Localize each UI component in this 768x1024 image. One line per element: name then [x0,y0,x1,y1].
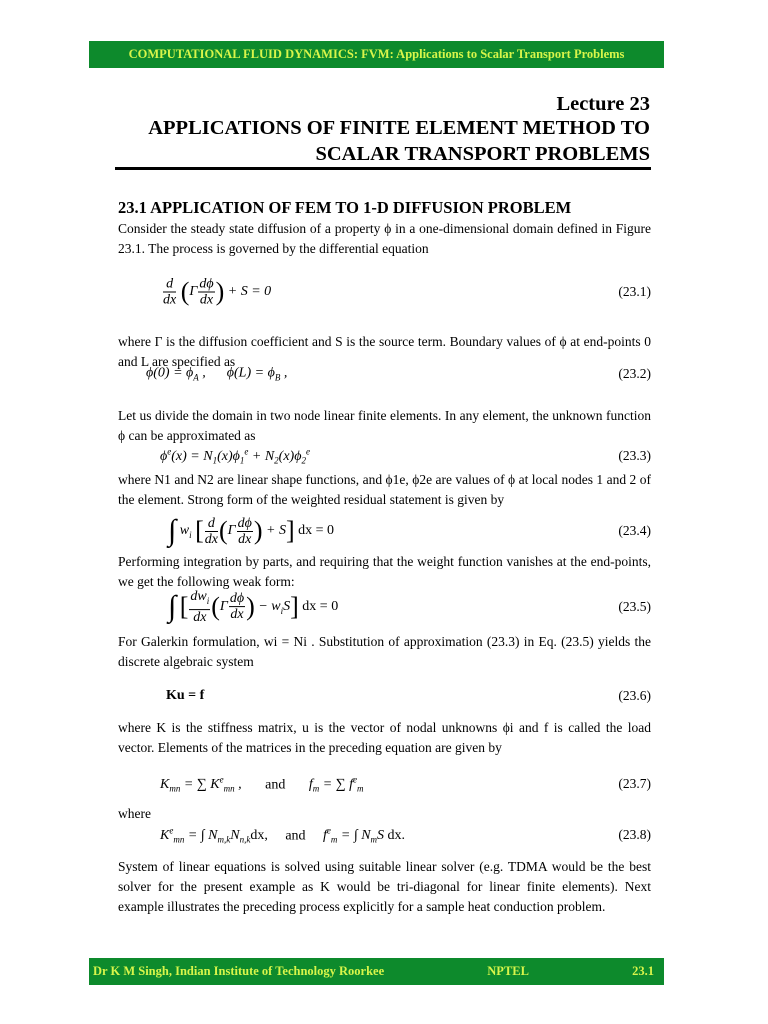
equation-23-5: ∫ [ $\frac{dw_i}{dx}$ (Γ $\frac{d\phi}{dx}$ ) − $w_iS$] dx = 0 (23.5) [168,589,651,625]
paragraph-5: Performing integration by parts, and requiring that the weight function vanishes at the end-points, we get the following weak form: [118,554,651,589]
equation-number: (23.8) [618,827,651,842]
equation-number: (23.6) [618,688,651,703]
equation-23-3: $\phi^e(x) = N_1(x)\phi_1^e + N_2(x)\phi_2^e$ (23.3) [160,446,651,466]
paragraph-7: where K is the stiffness matrix, u is the vector of nodal unknowns ϕi and f is called the load vector. Elements of the matrices in the preceding equation are given by [118,720,651,755]
lecture-number: Lecture 23 [556,93,650,115]
title-line-1: APPLICATIONS OF FINITE ELEMENT METHOD TO [148,117,650,139]
footer-banner [89,958,664,985]
paragraph-6: For Galerkin formulation, wi = Ni . Substitution of approximation (23.3) in Eq. (23.5) yields the discrete algebraic system [118,634,651,669]
equation-23-1: $\frac{d}{dx}$ (Γ $\frac{d\phi}{dx}$ ) + S = 0 (23.1) [163,276,651,308]
footer-author: Dr K M Singh, Indian Institute of Technology Roorkee [93,964,385,978]
equation-number: (23.1) [618,284,651,299]
equation-23-4: ∫ $w_i$ [ $\frac{d}{dx}$ (Γ $\frac{d\phi}{dx}$ ) + S] dx = 0 (23.4) [168,514,651,547]
paragraph-4: where N1 and N2 are linear shape functions, and ϕ1e, ϕ2e are values of ϕ at local nodes 1 and 2 of the element. Strong form of the weighted residual statement is given by [118,472,651,507]
equation-number: (23.4) [618,523,651,538]
footer-org: NPTEL [487,964,529,978]
equation-23-2: $\phi(0) = \phi_A$ , $\phi(L) = \phi_B$ , (23.2) [146,365,651,383]
paragraph-9: System of linear equations is solved using suitable linear solver (e.g. TDMA would be the best solver for the present example as K would be tri-diagonal for linear finite elements). Next example illustrates the preceding process explicitly for a sample heat conduction problem. [118,859,651,914]
equation-23-7: $K_{mn}$ = ∑ $K^e_{mn}$ , and $f_m$ = ∑ $f^e_m$ (23.7) [160,774,651,794]
title-line-2: SCALAR TRANSPORT PROBLEMS [315,143,650,165]
paragraph-2: where Γ is the diffusion coefficient and S is the source term. Boundary values of ϕ at end-points 0 and L are specified as [118,334,651,369]
title-rule [115,167,651,170]
footer-page: 23.1 [632,964,654,978]
paragraph-1: Consider the steady state diffusion of a property ϕ in a one-dimensional domain defined in Figure 23.1. The process is governed by the differential equation [118,221,651,256]
equation-number: (23.5) [618,599,651,614]
header-banner: COMPUTATIONAL FLUID DYNAMICS: FVM: Applications to Scalar Transport Problems [89,41,664,68]
and-word: and [285,827,306,843]
equation-number: (23.2) [618,366,651,381]
paragraph-8: where [118,806,151,821]
equation-23-6 [118,684,651,708]
equation-number: (23.3) [618,448,651,463]
equation-23-8: $K^e_{mn}$ = ∫ $N_{m,k}N_{n,k}dx$, and $f^e_m$ = ∫ $N_mS$ dx. (23.8) [160,825,651,845]
equation-number: (23.7) [618,776,651,791]
paragraph-3: Let us divide the domain in two node linear finite elements. In any element, the unknown function ϕ can be approximated as [118,408,651,443]
section-heading: 23.1 APPLICATION OF FEM TO 1-D DIFFUSION PROBLEM [118,198,572,217]
and-word: and [265,776,286,792]
equation-ku: Ku = f [166,688,205,703]
